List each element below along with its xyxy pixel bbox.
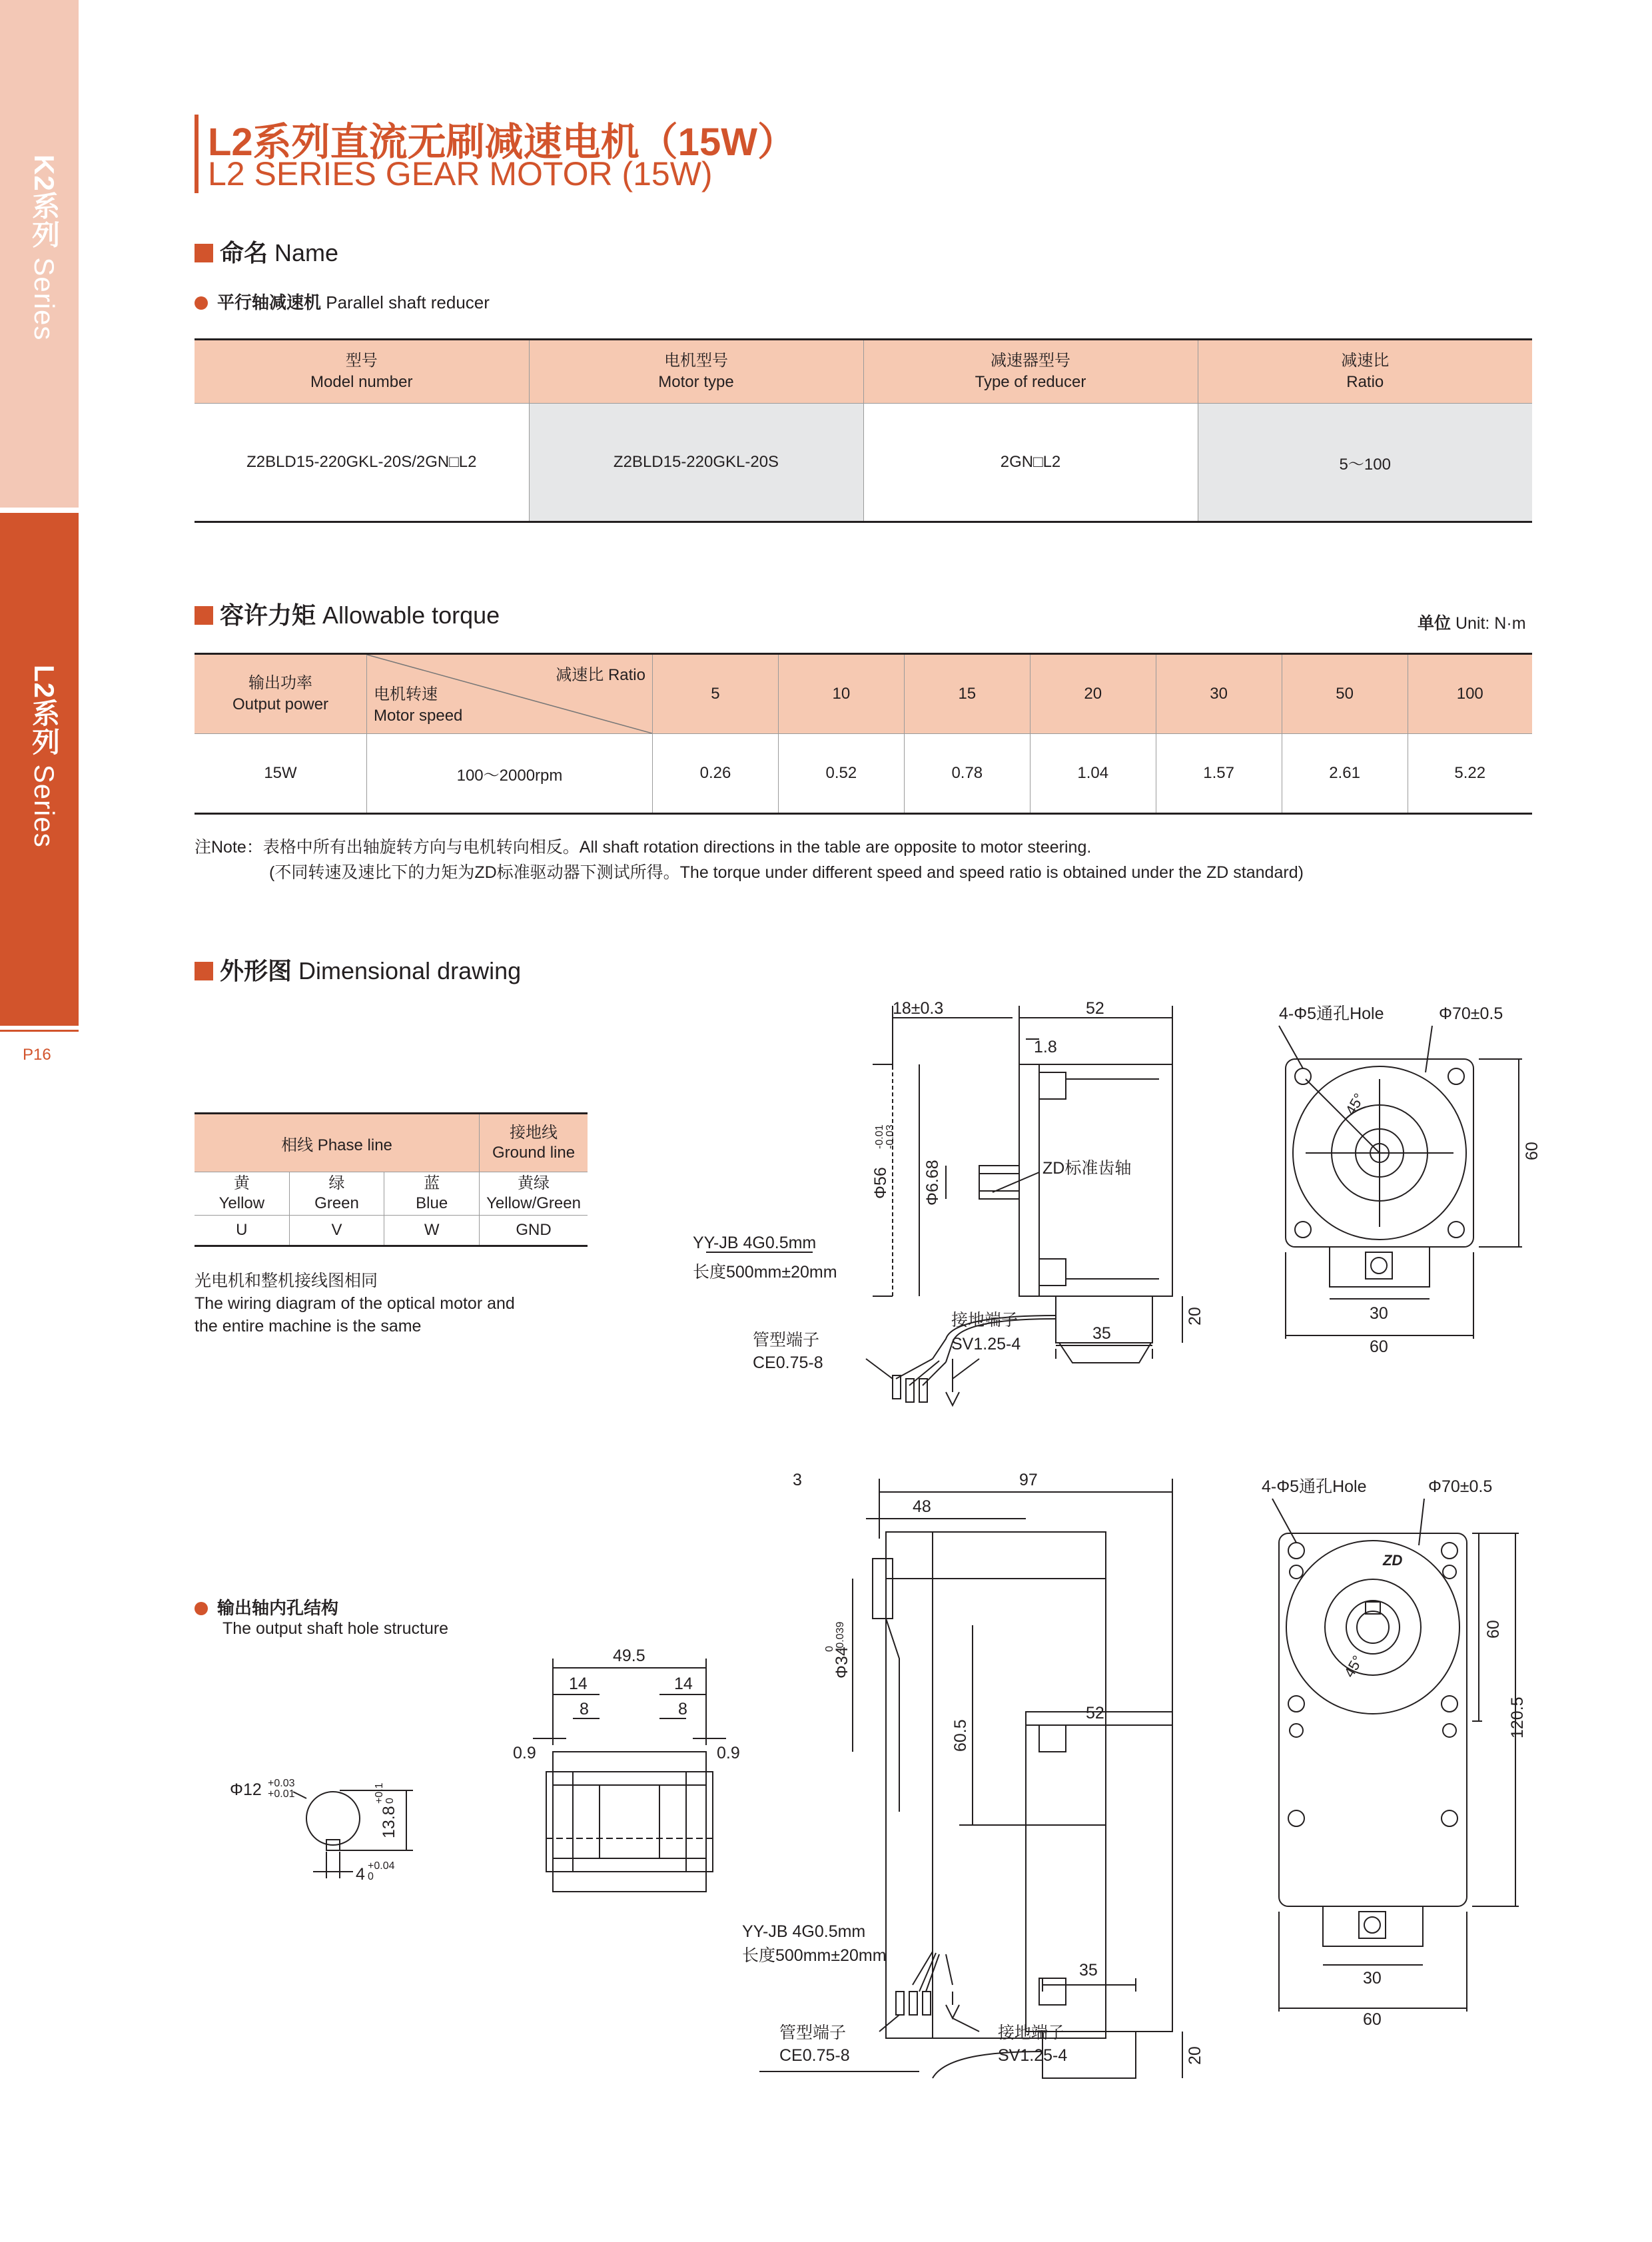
section-heading-name: 命名 Name (195, 234, 338, 268)
label-tube-terminal: 管型端子 (779, 2024, 847, 2042)
tol-13-8-lo: 0 (384, 1798, 396, 1804)
dim-35: 35 (1092, 1324, 1111, 1343)
tol-13-8-hi: +0.1 (374, 1782, 385, 1804)
tol-12-lo: +0.01 (268, 1788, 295, 1800)
label-tube-terminal-code: CE0.75-8 (779, 2046, 850, 2065)
cell-phase: W (384, 1216, 480, 1246)
dim-8-right: 8 (678, 1700, 687, 1718)
label-mount-holes: 4-Φ5通孔Hole (1262, 1477, 1367, 1496)
note-rotation: 注Note：表格中所有出轴旋转方向与电机转向相反。All shaft rotation directions in the table are opposite to motor steering. (195, 838, 1092, 857)
bullet-dot-icon (195, 296, 208, 310)
header-reducer-type: 减速器型号 Type of reducer (863, 340, 1198, 404)
header-motor-speed: 电机转速 Motor speed (374, 685, 463, 725)
label-pcd: Φ70±0.5 (1428, 1477, 1493, 1496)
dim-1-8: 1.8 (1034, 1038, 1057, 1056)
cell-reducer-type: 2GN□L2 (863, 404, 1198, 522)
cell-torque: 0.52 (778, 734, 904, 814)
dim-20: 20 (1186, 1307, 1204, 1325)
label-pcd: Φ70±0.5 (1439, 1004, 1503, 1023)
section-heading-drawing: 外形图 Dimensional drawing (195, 952, 521, 986)
dim-60-vertical: 60 (1484, 1620, 1503, 1639)
label-gear-shaft: ZD标准齿轴 (1042, 1159, 1132, 1178)
dim-30: 30 (1370, 1304, 1388, 1323)
cell-color: 绿 Green (289, 1172, 384, 1216)
wiring-caption-en-2: the entire machine is the same (195, 1317, 422, 1335)
tol-12-hi: +0.03 (268, 1778, 295, 1789)
header-ratio: 减速比 Ratio (1198, 340, 1532, 404)
dim-60-vertical: 60 (1523, 1142, 1541, 1160)
dim-14-left: 14 (569, 1675, 588, 1693)
dim-20: 20 (1186, 2046, 1204, 2065)
header-model-number: 型号 Model number (195, 340, 529, 404)
table-row (195, 734, 1532, 814)
cell-torque: 2.61 (1282, 734, 1408, 814)
zd-logo: ZD (1383, 1552, 1403, 1569)
cell-torque: 5.22 (1408, 734, 1532, 814)
label-ground-terminal-code: SV1.25-4 (998, 2046, 1068, 2065)
tol-4-hi: +0.04 (368, 1860, 395, 1872)
drawing-shaft-section (506, 1639, 759, 1918)
dim-35: 35 (1079, 1961, 1098, 1980)
header-ratio-value: 5 (653, 654, 779, 734)
cell-color: 黄绿 Yellow/Green (480, 1172, 588, 1216)
cell-phase: GND (480, 1216, 588, 1246)
wiring-caption-cn: 光电机和整机接线图相同 (195, 1272, 378, 1290)
bullet-dot-icon (195, 1602, 208, 1615)
label-mount-holes: 4-Φ5通孔Hole (1279, 1004, 1384, 1023)
title-accent-bar (195, 115, 199, 193)
sidebar-tab-k2-label: K2系列 Series (29, 155, 60, 341)
wiring-caption-en-1: The wiring diagram of the optical motor and (195, 1294, 515, 1313)
dia-12: Φ12 (230, 1780, 262, 1799)
label-tube-terminal: 管型端子 (753, 1331, 820, 1349)
cell-color: 蓝 Blue (384, 1172, 480, 1216)
label-ground-terminal-code: SV1.25-4 (951, 1335, 1021, 1353)
cell-torque: 0.78 (904, 734, 1030, 814)
tol-56-lo: -0.03 (885, 1124, 896, 1149)
tol-56-hi: -0.01 (874, 1124, 885, 1149)
table-row (195, 1172, 588, 1216)
label-ground-terminal: 接地端子 (951, 1311, 1019, 1329)
cell-power: 15W (264, 764, 297, 782)
dim-60-horizontal: 60 (1363, 2010, 1382, 2029)
torque-table (195, 653, 1532, 815)
drawing-shaft-hole-detail (220, 1725, 433, 1898)
cell-torque: 0.26 (653, 734, 779, 814)
dia-56: Φ56 (871, 1167, 890, 1199)
header-ground-line: 接地线 Ground line (480, 1114, 588, 1172)
header-ratio-value: 20 (1030, 654, 1156, 734)
drawing-bottom-front-view (1252, 1459, 1532, 2058)
sidebar-tab-l2-label: L2系列 Series (29, 665, 60, 848)
label-ground-terminal: 接地端子 (998, 2024, 1065, 2042)
naming-table-header (195, 340, 1532, 404)
dim-4: 4 (356, 1865, 365, 1884)
label-cable-length: 长度500mm±20mm (693, 1263, 837, 1282)
section-heading-torque: 容许力矩 Allowable torque (195, 597, 500, 631)
page-title-cn: L2系列直流无刷减速电机（15W） (208, 121, 796, 164)
dia-34: Φ34 (833, 1647, 851, 1679)
drawing-bottom-cable-detail (733, 1905, 1146, 2091)
dim-13-8: 13.8 (380, 1806, 398, 1838)
dim-48: 48 (913, 1497, 931, 1516)
header-phase-line: 相线 Phase line (195, 1114, 480, 1172)
sidebar-tab-l2[interactable] (0, 513, 79, 1026)
dim-60-horizontal: 60 (1370, 1337, 1388, 1356)
header-ratio-value: 10 (778, 654, 904, 734)
cell-phase: U (236, 1221, 248, 1239)
header-output-power: 输出功率 Output power (195, 654, 367, 734)
label-cable-spec: YY-JB 4G0.5mm (742, 1922, 866, 1941)
tol-34-hi: 0 (824, 1646, 835, 1652)
dia-6-68: Φ6.68 (923, 1160, 942, 1206)
label-angle: 45° (1342, 1090, 1368, 1118)
section-square-icon (195, 244, 213, 262)
shaft-hole-caption-en: The output shaft hole structure (222, 1619, 449, 1638)
note-torque-standard: (不同转速及速比下的力矩为ZD标准驱动器下测试所得。The torque under different speed and speed ratio is obtained under the ZD standard) (269, 863, 1304, 882)
header-ratio-value: 100 (1408, 654, 1532, 734)
naming-table (195, 338, 1532, 523)
dim-18: 18±0.3 (893, 999, 944, 1018)
header-ratio-speed (367, 654, 653, 734)
dim-120-5: 120.5 (1508, 1696, 1527, 1738)
header-motor-type: 电机型号 Motor type (529, 340, 863, 404)
torque-table-header (195, 654, 1532, 734)
header-ratio-label: 减速比 Ratio (556, 666, 645, 684)
dim-3: 3 (793, 1471, 802, 1489)
cell-ratio: 5～100 (1198, 404, 1532, 522)
dim-60-5: 60.5 (951, 1719, 970, 1752)
label-cable-spec: YY-JB 4G0.5mm (693, 1234, 817, 1252)
label-angle: 45° (1340, 1653, 1366, 1681)
dim-30: 30 (1363, 1969, 1382, 1988)
page-title-en: L2 SERIES GEAR MOTOR (15W) (208, 155, 713, 192)
dim-52: 52 (1086, 1704, 1104, 1722)
sidebar-tab-k2[interactable] (0, 0, 79, 508)
phase-line-table (195, 1112, 588, 1247)
sidebar-divider (0, 1030, 79, 1032)
cell-speed: 100～2000rpm (367, 734, 653, 814)
table-row (195, 1216, 588, 1246)
header-ratio-value: 50 (1282, 654, 1408, 734)
section-square-icon (195, 962, 213, 980)
drawing-top-side-view (666, 986, 1212, 1412)
dim-0-9-right: 0.9 (717, 1744, 740, 1762)
drawing-top-front-view (1266, 986, 1545, 1359)
dim-0-9-left: 0.9 (513, 1744, 536, 1762)
tol-4-lo: 0 (368, 1871, 374, 1882)
cell-color: 黄 Yellow (195, 1172, 289, 1216)
header-ratio-value: 15 (904, 654, 1030, 734)
label-tube-terminal-code: CE0.75-8 (753, 1353, 823, 1372)
tol-34-lo: -0.039 (835, 1621, 846, 1652)
bullet-parallel-shaft: 平行轴减速机 Parallel shaft reducer (195, 289, 490, 314)
cell-torque: 1.04 (1030, 734, 1156, 814)
unit-label: 单位 Unit: N·m (1418, 614, 1526, 633)
dim-49-5: 49.5 (613, 1647, 645, 1665)
wiring-caption (195, 1270, 515, 1337)
table-row (195, 404, 1532, 522)
page-number: P16 (23, 1046, 51, 1064)
header-ratio-value: 30 (1156, 654, 1282, 734)
dim-52: 52 (1086, 999, 1104, 1018)
cell-model-number: Z2BLD15-220GKL-20S/2GN□L2 (246, 453, 477, 471)
cell-torque: 1.57 (1156, 734, 1282, 814)
bullet-shaft-hole: 输出轴内孔结构 (195, 1595, 338, 1619)
phase-table-header (195, 1114, 588, 1172)
label-cable-length: 长度500mm±20mm (742, 1946, 887, 1965)
dim-14-right: 14 (674, 1675, 693, 1693)
section-square-icon (195, 606, 213, 625)
dim-8-left: 8 (580, 1700, 589, 1718)
cell-motor-type: Z2BLD15-220GKL-20S (529, 404, 863, 522)
cell-phase: V (289, 1216, 384, 1246)
dim-97: 97 (1019, 1471, 1038, 1489)
